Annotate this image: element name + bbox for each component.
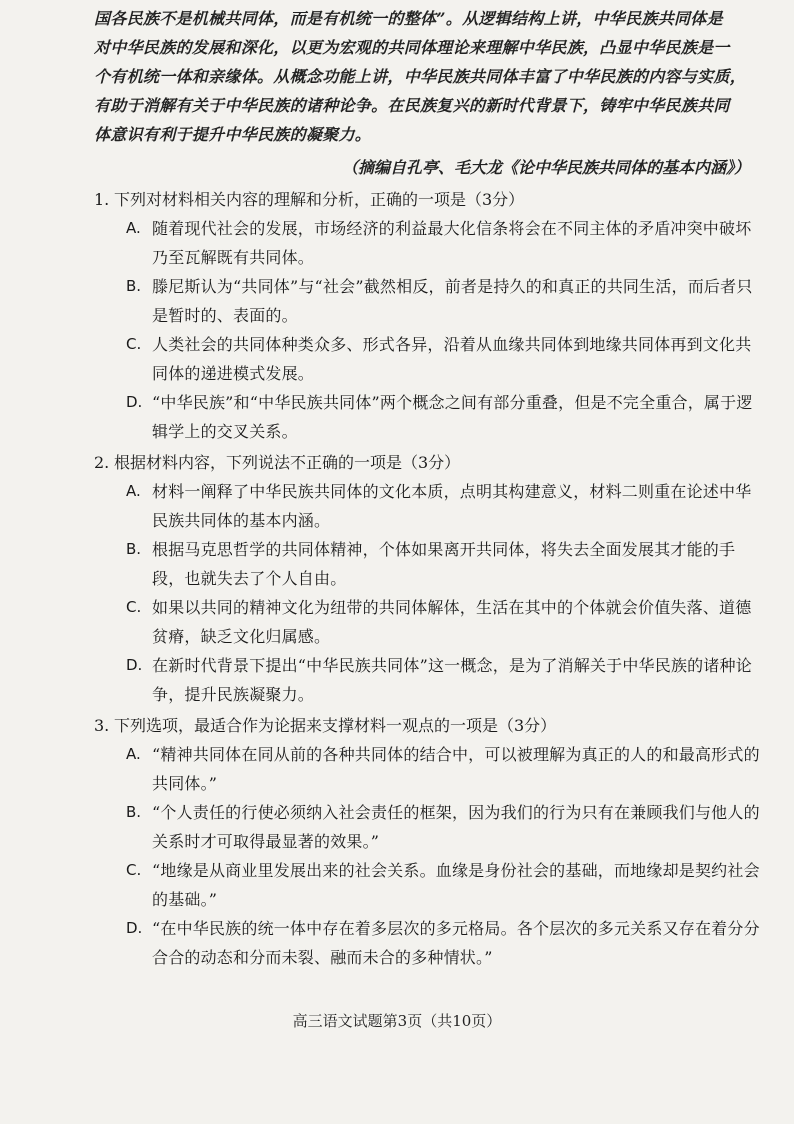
option-letter: B. xyxy=(126,277,142,295)
option-text: “地缘是从商业里发展出来的社会关系。血缘是身份社会的基础，而地缘却是契约社会的基础。” xyxy=(152,861,760,909)
question-text: 下列选项，最适合作为论据来支撑材料一观点的一项是（3分） xyxy=(114,716,557,735)
option-letter: D. xyxy=(126,919,143,937)
option-letter: C. xyxy=(126,598,142,616)
passage-line: 对中华民族的发展和深化，以更为宏观的共同体理论来理解中华民族，凸显中华民族是一 xyxy=(94,38,730,57)
option-1a xyxy=(126,214,766,272)
passage-line: 体意识有利于提升中华民族的凝聚力。 xyxy=(94,125,372,144)
page-footer: 高三语文试题第3页（共10页） xyxy=(292,1012,502,1030)
option-3a xyxy=(126,740,766,798)
question-number: 3. xyxy=(94,716,110,735)
option-text: 在新时代背景下提出“中华民族共同体”这一概念，是为了消解关于中华民族的诸种论争，提升民族凝聚力。 xyxy=(152,656,752,704)
option-text: 人类社会的共同体种类众多、形式各异，沿着从血缘共同体到地缘共同体再到文化共同体的递进模式发展。 xyxy=(152,335,752,383)
question-list xyxy=(0,186,794,972)
option-letter: B. xyxy=(126,540,142,558)
option-text: “精神共同体在同从前的各种共同体的结合中，可以被理解为真正的人的和最高形式的共同体。” xyxy=(152,745,760,793)
option-letter: C. xyxy=(126,861,142,879)
option-text: 滕尼斯认为“共同体”与“社会”截然相反，前者是持久的和真正的共同生活，而后者只是暂时的、表面的。 xyxy=(152,277,753,325)
option-text: 根据马克思哲学的共同体精神，个体如果离开共同体，将失去全面发展其才能的手段，也就失去了个人自由。 xyxy=(152,540,736,588)
option-1c xyxy=(126,330,766,388)
option-letter: C. xyxy=(126,335,142,353)
option-letter: A. xyxy=(126,219,141,237)
option-3d xyxy=(126,914,766,972)
option-text: “在中华民族的统一体中存在着多层次的多元格局。各个层次的多元关系又存在着分分合合的动态和分而未裂、融而未合的多种情状。” xyxy=(152,919,760,967)
option-letter: B. xyxy=(126,803,142,821)
option-text: 如果以共同的精神文化为纽带的共同体解体，生活在其中的个体就会价值失落、道德贫瘠，缺乏文化归属感。 xyxy=(152,598,752,646)
option-2a xyxy=(126,477,766,535)
option-3c xyxy=(126,856,766,914)
question-text: 下列对材料相关内容的理解和分析，正确的一项是（3分） xyxy=(114,190,525,209)
option-text: 随着现代社会的发展，市场经济的利益最大化信条将会在不同主体的矛盾冲突中破坏乃至瓦解既有共同体。 xyxy=(152,219,752,267)
passage-line: 个有机统一体和亲缘体。从概念功能上讲，中华民族共同体丰富了中华民族的内容与实质， xyxy=(94,67,747,86)
option-letter: D. xyxy=(126,393,143,411)
option-letter: A. xyxy=(126,482,141,500)
option-text: “中华民族”和“中华民族共同体”两个概念之间有部分重叠，但是不完全重合，属于逻辑学上的交叉关系。 xyxy=(152,393,753,441)
option-2c xyxy=(126,593,766,651)
question-number: 1. xyxy=(94,190,110,209)
option-text: 材料一阐释了中华民族共同体的文化本质，点明其构建意义，材料二则重在论述中华民族共同体的基本内涵。 xyxy=(152,482,752,530)
passage-line: 有助于消解有关于中华民族的诸种论争。在民族复兴的新时代背景下，铸牢中华民族共同 xyxy=(94,96,730,115)
passage-source: （摘编自孔亭、毛大龙《论中华民族共同体的基本内涵》） xyxy=(341,158,750,177)
option-letter: A. xyxy=(126,745,141,763)
question-stem-1 xyxy=(94,186,794,214)
option-1d xyxy=(126,388,766,446)
question-stem-2 xyxy=(94,449,794,477)
reading-passage-ending xyxy=(94,4,760,149)
question-number: 2. xyxy=(94,453,110,472)
passage-line: 国各民族不是机械共同体，而是有机统一的整体”。从逻辑结构上讲，中华民族共同体是 xyxy=(94,9,723,28)
option-text: “个人责任的行使必须纳入社会责任的框架，因为我们的行为只有在兼顾我们与他人的关系时才可取得最显著的效果。” xyxy=(152,803,760,851)
option-1b xyxy=(126,272,766,330)
option-2d xyxy=(126,651,766,709)
option-2b xyxy=(126,535,766,593)
option-3b xyxy=(126,798,766,856)
option-letter: D. xyxy=(126,656,143,674)
question-stem-3 xyxy=(94,712,794,740)
question-text: 根据材料内容，下列说法不正确的一项是（3分） xyxy=(114,453,461,472)
